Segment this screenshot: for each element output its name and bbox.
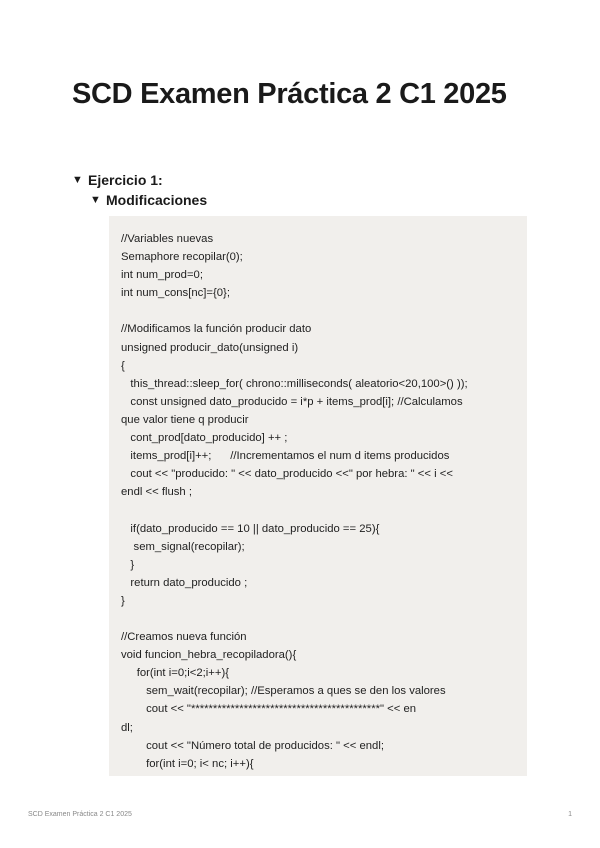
code-line: }	[121, 558, 135, 571]
code-line	[121, 302, 515, 320]
code-line: //Variables nuevas	[121, 233, 214, 245]
code-line: this_thread::sleep_for( chrono::milliseconds( aleatorio<20,100>() ));	[121, 377, 468, 390]
code-line: //Creamos nueva función	[121, 631, 247, 644]
code-line: dl;	[121, 721, 133, 734]
toggle-ejercicio-1[interactable]	[72, 171, 163, 189]
code-line: sem_wait(recopilar); //Esperamos a ques se den los valores	[121, 685, 446, 698]
code-line: for(int i=0; i< nc; i++){	[121, 757, 254, 770]
code-line: cout << "Número total de producidos: " << endl;	[121, 739, 384, 752]
code-line: int num_prod=0;	[121, 269, 203, 282]
code-line: return dato_producido ;	[121, 576, 248, 589]
code-line: {	[121, 359, 125, 372]
code-line: int num_cons[nc]={0};	[121, 287, 230, 300]
toggle-triangle-icon: ▼	[90, 194, 101, 206]
toggle-triangle-icon: ▼	[72, 174, 83, 186]
code-line	[121, 610, 515, 628]
page-title: SCD Examen Práctica 2 C1 2025	[72, 78, 507, 110]
code-block[interactable]	[109, 216, 527, 776]
code-line: cont_prod[dato_producido] ++ ;	[121, 432, 288, 445]
code-line: if(dato_producido == 10 || dato_producido == 25){	[121, 522, 380, 535]
code-line: sem_signal(recopilar);	[121, 540, 245, 553]
code-line: for(int i=0;i<2;i++){	[121, 667, 230, 680]
code-line: items_prod[i]++; //Incrementamos el num d items producidos	[121, 450, 450, 463]
code-line: unsigned producir_dato(unsigned i)	[121, 341, 299, 354]
code-line: cout << "producido: " << dato_producido <<" por hebra: " << i <<	[121, 468, 453, 481]
code-line: que valor tiene q producir	[121, 413, 249, 426]
toggle-label: Modificaciones	[106, 192, 208, 208]
toggle-modificaciones[interactable]	[90, 191, 207, 209]
toggle-label: Ejercicio 1:	[88, 172, 163, 188]
code-line	[121, 501, 515, 519]
footer-document-title: SCD Examen Práctica 2 C1 2025	[28, 811, 132, 818]
footer-page-number: 1	[568, 811, 572, 818]
code-line: cout << "*******************************************" << en	[121, 703, 417, 716]
code-line: endl << flush ;	[121, 486, 192, 499]
code-line: Semaphore recopilar(0);	[121, 251, 243, 264]
code-line: //Modificamos la función producir dato	[121, 323, 312, 336]
code-line: }	[121, 594, 125, 607]
code-line: const unsigned dato_producido = i*p + items_prod[i]; //Calculamos	[121, 395, 463, 408]
code-line: void funcion_hebra_recopiladora(){	[121, 649, 297, 662]
